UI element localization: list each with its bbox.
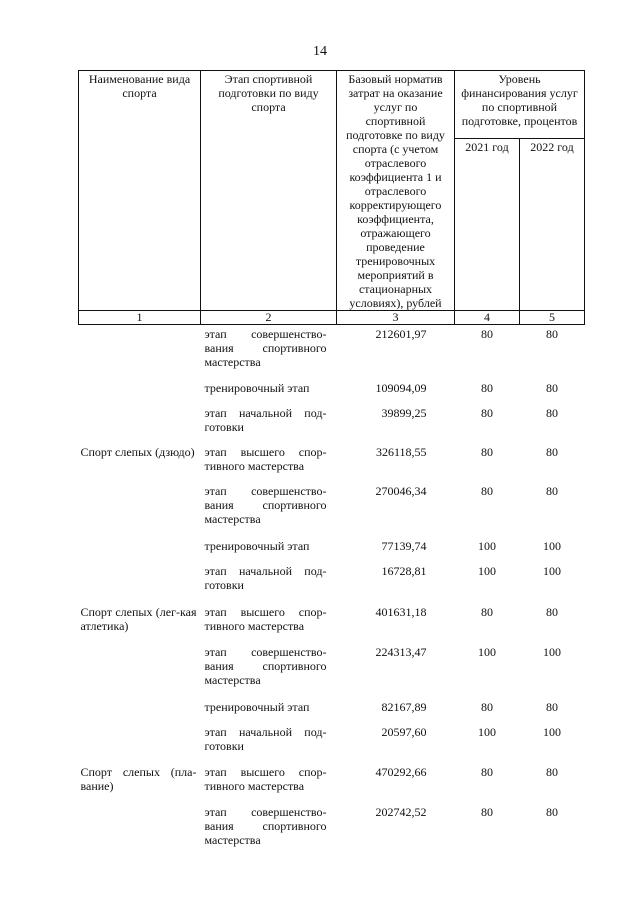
table-row xyxy=(79,564,585,605)
level-2022-cell: 80 xyxy=(546,483,558,498)
level-2021-cell: 80 xyxy=(481,483,493,498)
level-2022-cell: 80 xyxy=(546,699,558,714)
column-number: 5 xyxy=(520,311,585,325)
stage-cell: этап высшего спор-тивного мастерства xyxy=(204,764,327,793)
level-2021-cell: 100 xyxy=(478,538,496,553)
norm-amount-cell: 20597,60 xyxy=(381,724,427,739)
stage-cell: тренировочный этап xyxy=(204,699,310,714)
level-2021-cell: 80 xyxy=(481,444,493,459)
stage-cell: этап совершенство-вания спортивного мастерства xyxy=(204,644,327,687)
table-row xyxy=(79,406,585,445)
header-level: Уровень финансирования услуг по спортивной подготовке, процентов xyxy=(455,71,585,139)
level-2022-cell: 100 xyxy=(543,538,561,553)
norm-amount-cell: 224313,47 xyxy=(375,644,427,659)
stage-cell: этап совершенство-вания спортивного мастерства xyxy=(204,804,327,847)
level-2021-cell: 100 xyxy=(478,563,496,578)
header-year-2022: 2022 год xyxy=(520,139,585,311)
financing-table xyxy=(78,70,585,855)
table-body xyxy=(79,325,585,855)
norm-amount-cell: 401631,18 xyxy=(375,604,427,619)
stage-cell: этап совершенство-вания спортивного мастерства xyxy=(204,483,327,526)
level-2021-cell: 80 xyxy=(481,327,493,341)
level-2021-cell: 80 xyxy=(481,604,493,619)
table-row xyxy=(79,700,585,725)
column-number: 1 xyxy=(79,311,201,325)
level-2022-cell: 100 xyxy=(543,644,561,659)
header-stage: Этап спортивной подготовки по виду спорта xyxy=(201,71,337,311)
header-sport: Наименование вида спорта xyxy=(79,71,201,311)
norm-amount-cell: 39899,25 xyxy=(381,405,427,420)
sport-name-cell xyxy=(79,406,201,445)
column-number: 2 xyxy=(201,311,337,325)
norm-amount-cell: 82167,89 xyxy=(381,699,427,714)
level-2021-cell: 80 xyxy=(481,804,493,819)
norm-amount-cell: 270046,34 xyxy=(375,483,427,498)
sport-name-cell xyxy=(79,725,201,765)
table-row xyxy=(79,445,585,484)
level-2021-cell: 80 xyxy=(481,405,493,420)
norm-amount-cell: 202742,52 xyxy=(375,804,427,819)
level-2021-cell: 80 xyxy=(481,764,493,779)
sport-name-cell: Спорт слепых (лег-кая атлетика) xyxy=(80,604,197,633)
table-row xyxy=(79,645,585,700)
table-row xyxy=(79,725,585,765)
sport-name-cell: Спорт слепых (пла-вание) xyxy=(80,764,197,793)
column-number: 3 xyxy=(337,311,455,325)
page-number: 14 xyxy=(313,44,327,59)
level-2021-cell: 80 xyxy=(481,380,493,395)
header-year-2021: 2021 год xyxy=(455,139,520,311)
stage-cell: этап высшего спор-тивного мастерства xyxy=(204,604,327,633)
table-row xyxy=(79,484,585,539)
norm-amount-cell: 77139,74 xyxy=(381,538,427,553)
level-2022-cell: 80 xyxy=(546,405,558,420)
level-2021-cell: 80 xyxy=(481,699,493,714)
table-row xyxy=(79,605,585,645)
sport-name-cell: Спорт слепых (дзюдо) xyxy=(80,444,195,459)
stage-cell: этап совершенство-вания спортивного мастерства xyxy=(204,327,327,369)
norm-amount-cell: 470292,66 xyxy=(375,764,427,779)
stage-cell: этап начальной под-готовки xyxy=(204,405,327,434)
norm-amount-cell: 212601,97 xyxy=(375,327,427,341)
level-2022-cell: 80 xyxy=(546,604,558,619)
level-2021-cell: 100 xyxy=(478,644,496,659)
table-row xyxy=(79,765,585,805)
stage-cell: этап начальной под-готовки xyxy=(204,563,327,592)
table-row xyxy=(79,325,585,381)
sport-name-cell xyxy=(79,805,201,855)
sport-name-cell xyxy=(79,700,201,725)
level-2022-cell: 80 xyxy=(546,764,558,779)
level-2022-cell: 80 xyxy=(546,804,558,819)
table-row xyxy=(79,381,585,406)
level-2021-cell: 100 xyxy=(478,724,496,739)
sport-name-cell xyxy=(79,325,201,381)
stage-cell: этап высшего спор-тивного мастерства xyxy=(204,444,327,473)
level-2022-cell: 80 xyxy=(546,327,558,341)
stage-cell: тренировочный этап xyxy=(204,380,310,395)
stage-cell: этап начальной под-готовки xyxy=(204,724,327,753)
sport-name-cell xyxy=(79,564,201,605)
column-number: 4 xyxy=(455,311,520,325)
column-number-row xyxy=(79,311,585,325)
level-2022-cell: 80 xyxy=(546,444,558,459)
stage-cell: тренировочный этап xyxy=(204,538,310,553)
table-row xyxy=(79,805,585,855)
level-2022-cell: 100 xyxy=(543,563,561,578)
header-norm: Базовый норматив затрат на оказание услуг по спортивной подготовке по виду спорта (с учетом отраслевого коэффициента 1 и отраслевого корректирующего коэффициента, отражающего проведение тренировочных мероприятий в стационарных условиях), рублей xyxy=(337,71,455,311)
norm-amount-cell: 109094,09 xyxy=(375,380,427,395)
norm-amount-cell: 326118,55 xyxy=(375,444,427,459)
table-row xyxy=(79,539,585,564)
level-2022-cell: 100 xyxy=(543,724,561,739)
norm-amount-cell: 16728,81 xyxy=(381,563,427,578)
sport-name-cell xyxy=(79,645,201,700)
sport-name-cell xyxy=(79,381,201,406)
sport-name-cell xyxy=(79,484,201,539)
level-2022-cell: 80 xyxy=(546,380,558,395)
sport-name-cell xyxy=(79,539,201,564)
